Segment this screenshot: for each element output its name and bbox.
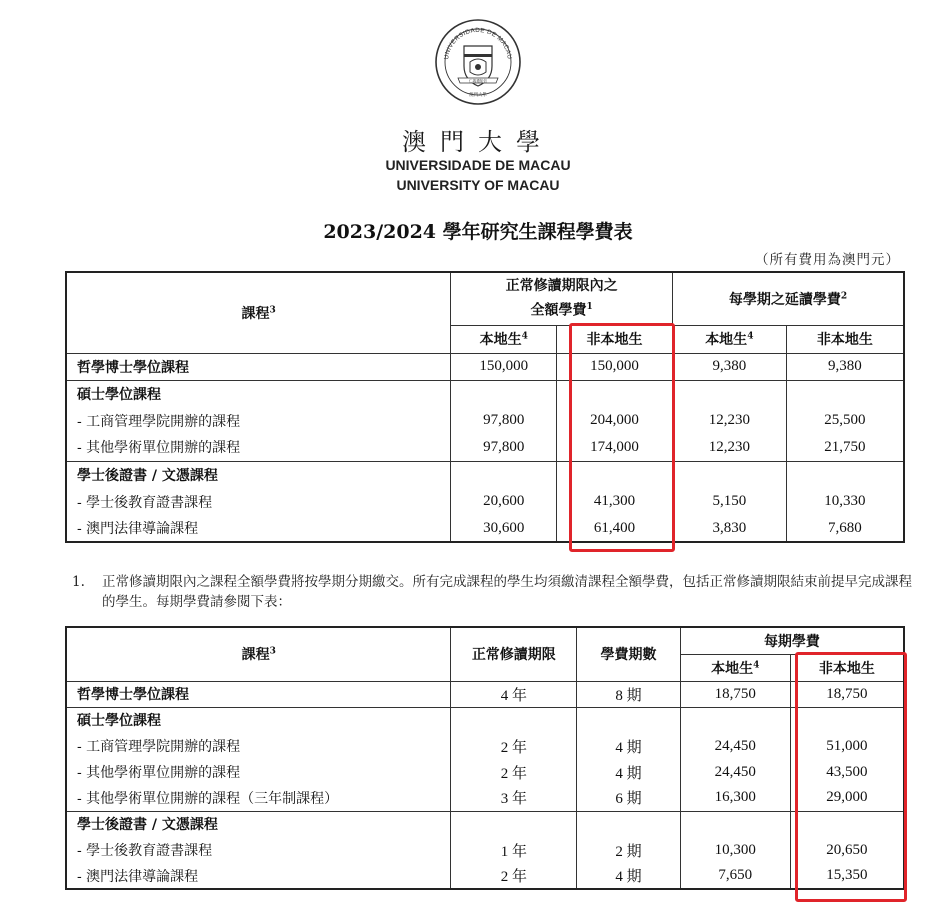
row-label: - 學士後教育證書課程 [66, 837, 451, 863]
extension-fee-nonlocal-cell [786, 380, 904, 407]
table-row [66, 863, 904, 889]
duration-cell: 2 年 [451, 759, 577, 785]
row-label: - 澳門法律導論課程 [66, 515, 451, 542]
header-course: 課程$^3$ [66, 627, 451, 681]
highlight-box-nonlocal-per-term [795, 652, 907, 902]
duration-cell: 2 年 [451, 863, 577, 889]
row-label: 學士後證書 / 文憑課程 [66, 811, 451, 837]
highlight-box-nonlocal-full [569, 323, 675, 552]
extension-fee-local-cell: 12,230 [672, 434, 786, 461]
seal-motto: 仁義禮知信 [469, 79, 487, 83]
header-local: 本地生$^4$ [451, 325, 557, 353]
university-name-en: UNIVERSITY OF MACAU [396, 177, 560, 193]
per-term-nonlocal-cell: 20,650 [790, 837, 904, 863]
table-row [66, 837, 904, 863]
extension-fee-nonlocal-cell: 7,680 [786, 515, 904, 542]
full-fee-local-cell: 20,600 [451, 488, 557, 515]
extension-fee-nonlocal-cell [786, 461, 904, 488]
per-term-local-cell [680, 811, 790, 837]
row-label: 碩士學位課程 [66, 380, 451, 407]
per-term-local-cell: 24,450 [680, 759, 790, 785]
duration-cell [451, 707, 577, 733]
row-label: - 其他學術單位開辦的課程 [66, 759, 451, 785]
extension-fee-local-cell [672, 380, 786, 407]
per-term-nonlocal-cell: 29,000 [790, 785, 904, 811]
duration-cell: 1 年 [451, 837, 577, 863]
header-course: 課程$^3$ [66, 272, 451, 353]
table-row [66, 785, 904, 811]
full-fee-local-cell [451, 380, 557, 407]
university-name-zh: 澳門大學 [402, 128, 554, 156]
duration-cell [451, 811, 577, 837]
per-term-local-cell: 18,750 [680, 681, 790, 707]
extension-fee-local-cell: 12,230 [672, 407, 786, 434]
fee-table-per-term [65, 626, 905, 890]
header-nonlocal: 非本地生 [786, 325, 904, 353]
extension-fee-nonlocal-cell: 25,500 [786, 407, 904, 434]
full-fee-local-cell [451, 461, 557, 488]
table-row [66, 407, 904, 434]
header-local: 本地生$^4$ [680, 654, 790, 681]
table-row [66, 811, 904, 837]
per-term-nonlocal-cell: 51,000 [790, 733, 904, 759]
row-label: - 學士後教育證書課程 [66, 488, 451, 515]
footnote-number: 1. [72, 574, 85, 590]
duration-cell: 2 年 [451, 733, 577, 759]
per-term-nonlocal-cell: 15,350 [790, 863, 904, 889]
table-row [66, 353, 904, 380]
per-term-local-cell: 7,650 [680, 863, 790, 889]
header-duration: 正常修讀期限 [451, 627, 577, 681]
seal-top-text: UNIVERSIDADE DE MACAU [443, 26, 513, 60]
installments-cell: 4 期 [577, 759, 681, 785]
installments-cell: 6 期 [577, 785, 681, 811]
full-fee-local-cell: 30,600 [451, 515, 557, 542]
university-name-pt: UNIVERSIDADE DE MACAU [385, 157, 571, 173]
header-nonlocal: 非本地生 [790, 654, 904, 681]
document-title: 2023/2024 學年研究生課程學費表 [323, 221, 633, 243]
university-seal-logo [434, 18, 522, 106]
table-row [66, 681, 904, 707]
full-fee-nonlocal-cell: 41,300 [557, 488, 673, 515]
header-installments: 學費期數 [577, 627, 681, 681]
row-label: - 其他學術單位開辦的課程（三年制課程） [66, 785, 451, 811]
row-label: - 其他學術單位開辦的課程 [66, 434, 451, 461]
extension-fee-nonlocal-cell: 10,330 [786, 488, 904, 515]
seal-bottom-text: 澳門大學 [469, 93, 487, 98]
installments-cell: 4 期 [577, 863, 681, 889]
header-local: 本地生$^4$ [672, 325, 786, 353]
extension-fee-local-cell: 9,380 [672, 353, 786, 380]
full-fee-nonlocal-cell: 174,000 [557, 434, 673, 461]
header-per-term-fee: 每期學費 [680, 627, 904, 654]
installments-cell [577, 811, 681, 837]
installments-cell: 4 期 [577, 733, 681, 759]
per-term-local-cell [680, 707, 790, 733]
extension-fee-local-cell: 3,830 [672, 515, 786, 542]
table-row [66, 759, 904, 785]
table-row [66, 461, 904, 488]
header-nonlocal: 非本地生 [557, 325, 673, 353]
per-term-nonlocal-cell: 18,750 [790, 681, 904, 707]
full-fee-local-cell: 97,800 [451, 434, 557, 461]
full-fee-nonlocal-cell: 150,000 [557, 353, 673, 380]
installments-cell: 8 期 [577, 681, 681, 707]
per-term-nonlocal-cell: 43,500 [790, 759, 904, 785]
row-label: - 工商管理學院開辦的課程 [66, 733, 451, 759]
row-label: 碩士學位課程 [66, 707, 451, 733]
table-row [66, 380, 904, 407]
extension-fee-local-cell [672, 461, 786, 488]
table-row [66, 488, 904, 515]
extension-fee-local-cell: 5,150 [672, 488, 786, 515]
table-row [66, 515, 904, 542]
header-full-fee: 正常修讀期限內之 全額學費$^1$ [451, 272, 673, 325]
footnote-text: 正常修讀期限內之課程全額學費將按學期分期繳交。所有完成課程的學生均須繳清課程全額學費，包括正常修讀期限結束前提早完成課程的學生。每期學費請參閱下表： [102, 574, 912, 610]
per-term-local-cell: 10,300 [680, 837, 790, 863]
header-extension-fee: 每學期之延讀學費$^2$ [672, 272, 904, 325]
currency-note: （所有費用為澳門元） [755, 252, 900, 268]
installments-cell [577, 707, 681, 733]
row-label: 哲學博士學位課程 [66, 681, 451, 707]
installments-cell: 2 期 [577, 837, 681, 863]
table-row [66, 434, 904, 461]
row-label: 哲學博士學位課程 [66, 353, 451, 380]
duration-cell: 3 年 [451, 785, 577, 811]
per-term-local-cell: 16,300 [680, 785, 790, 811]
extension-fee-nonlocal-cell: 21,750 [786, 434, 904, 461]
full-fee-local-cell: 150,000 [451, 353, 557, 380]
full-fee-nonlocal-cell: 61,400 [557, 515, 673, 542]
duration-cell: 4 年 [451, 681, 577, 707]
row-label: 學士後證書 / 文憑課程 [66, 461, 451, 488]
table-row [66, 733, 904, 759]
per-term-local-cell: 24,450 [680, 733, 790, 759]
row-label: - 工商管理學院開辦的課程 [66, 407, 451, 434]
fee-table-full [65, 271, 905, 543]
extension-fee-nonlocal-cell: 9,380 [786, 353, 904, 380]
row-label: - 澳門法律導論課程 [66, 863, 451, 889]
table-row [66, 707, 904, 733]
full-fee-local-cell: 97,800 [451, 407, 557, 434]
full-fee-nonlocal-cell: 204,000 [557, 407, 673, 434]
